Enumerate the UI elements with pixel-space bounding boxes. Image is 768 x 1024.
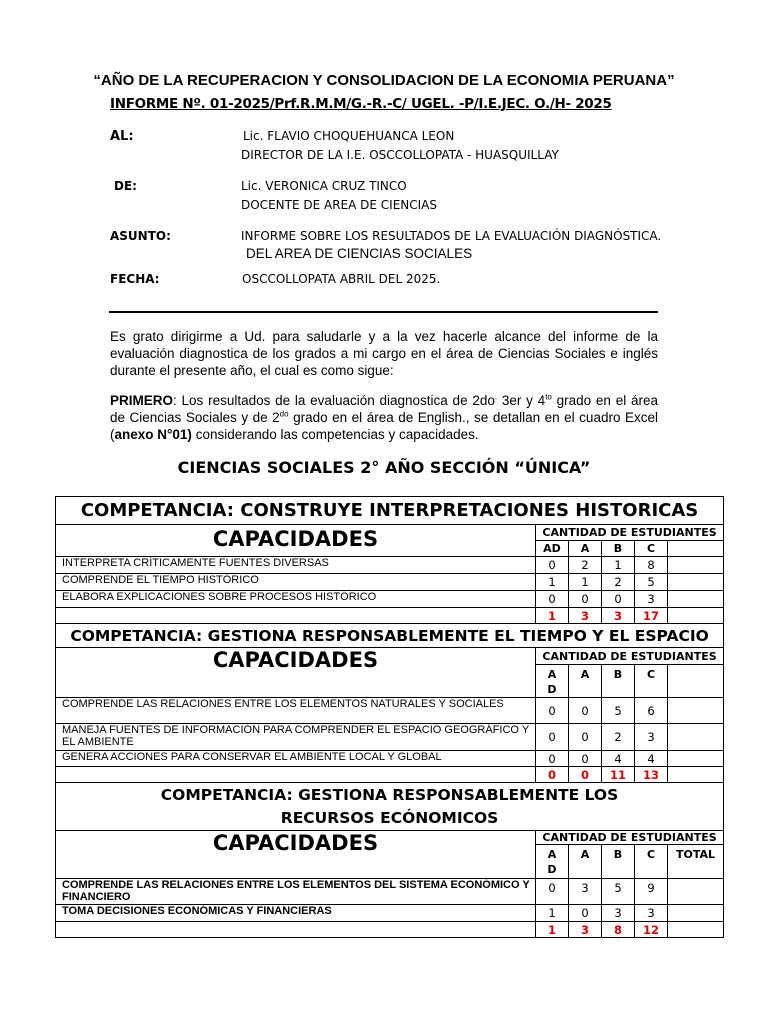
capacidades-header: CAPACIDADES [56,831,536,879]
table-row: MANEJA FUENTES DE INFORMACIÓN PARA COMPRENDER EL ESPACIO GEOGRÁFICO Y EL AMBIENTE 0 0 2 3 [56,724,724,751]
col-empty [668,665,724,698]
totals-row: 1 3 8 12 [56,922,724,938]
fecha-label: FECHA: [110,272,160,286]
col-b: B [602,665,635,698]
asunto-label: ASUNTO: [110,229,171,243]
al-role: DIRECTOR DE LA I.E. OSCCOLLOPATA - HUASQUILLAY [241,148,559,162]
col-a: A [569,845,602,879]
col-ad: AD [536,541,569,557]
col-ad: A D [536,665,569,698]
de-label: DE: [114,179,137,193]
table-row: GENERA ACCIONES PARA CONSERVAR EL AMBIENTE LOCAL Y GLOBAL 0 0 4 4 [56,751,724,767]
col-b: B [602,845,635,879]
primero-label: PRIMERO [110,393,174,408]
de-role: DOCENTE DE AREA DE CIENCIAS [241,198,437,212]
document-title: “AÑO DE LA RECUPERACION Y CONSOLIDACION DE LA ECONOMIA PERUANA” [93,72,675,89]
intro-paragraph: Es grato dirigirme a Ud. para saludarle y a la vez hacerle alcance del informe de la evaluación diagnostica de los grados a mi cargo en el área de Ciencias Sociales e inglés durante el presente año, el cual es como sigue: [110,329,658,378]
competencia-2-title: COMPETANCIA: GESTIONA RESPONSABLEMENTE EL TIEMPO Y EL ESPACIO [56,624,724,648]
de-name: Lic. VERONICA CRUZ TINCO [241,179,407,193]
table-row: COMPRENDE LAS RELACIONES ENTRE LOS ELEMENTOS DEL SISTEMA ECONÓMICO Y FINANCIERO 0 3 5 9 [56,879,724,905]
cantidad-header: CANTIDAD DE ESTUDIANTES [536,831,724,845]
competencia-3-title: COMPETANCIA: GESTIONA RESPONSABLEMENTE LOS RECURSOS ECÓNOMICOS [56,783,724,831]
col-b: B [602,541,635,557]
col-empty [668,541,724,557]
fecha-value: OSCCOLLOPATA ABRIL DEL 2025. [242,272,441,286]
col-a: A [569,665,602,698]
totals-row: 0 0 11 13 [56,767,724,783]
section-title: CIENCIAS SOCIALES 2° AÑO SECCIÓN “ÚNICA” [177,458,591,477]
anexo-reference: anexo N°01) [114,427,192,442]
capacidades-header: CAPACIDADES [56,525,536,557]
table-row: INTERPRETA CRÍTICAMENTE FUENTES DIVERSAS 0 2 1 8 [56,557,724,574]
cantidad-header: CANTIDAD DE ESTUDIANTES [536,648,724,665]
col-total: TOTAL [668,845,724,879]
col-c: C [635,665,668,698]
divider-line [109,311,658,313]
primero-paragraph: PRIMERO: Los resultados de la evaluación diagnostica de 2do. 3er y $4^{to}$ grado en el área de Ciencias Sociales y de $2^{do}$ grado en el área de English., se detallan en el cuadro Excel (anexo N°01) considerando las competencias y capacidades. [110,392,659,442]
al-name: Lic. FLAVIO CHOQUEHUANCA LEON [243,129,455,143]
cantidad-header: CANTIDAD DE ESTUDIANTES [536,525,724,541]
al-label: AL: [110,129,134,144]
results-table [55,496,724,938]
col-ad: A D [536,845,569,879]
table-row: COMPRENDE LAS RELACIONES ENTRE LOS ELEMENTOS NATURALES Y SOCIALES 0 0 5 6 [56,698,724,724]
col-a: A [569,541,602,557]
col-c: C [635,845,668,879]
competencia-1-title: COMPETANCIA: CONSTRUYE INTERPRETACIONES HISTORICAS [56,497,724,525]
totals-row: 1 3 3 17 [56,608,724,624]
table-row: ELABORA EXPLICACIONES SOBRE PROCESOS HISTÓRICO 0 0 0 3 [56,591,724,608]
col-c: C [635,541,668,557]
asunto-line2: DEL AREA DE CIENCIAS SOCIALES [246,246,473,261]
table-row: COMPRENDE EL TIEMPO HISTÓRICO 1 1 2 5 [56,574,724,591]
table-row: TOMA DECISIONES ECONÓMICAS Y FINANCIERAS 1 0 3 3 [56,905,724,922]
asunto-line1: INFORME SOBRE LOS RESULTADOS DE LA EVALUACIÓN DIAGNÓSTICA. [241,229,662,243]
capacidades-header: CAPACIDADES [56,648,536,698]
informe-number: INFORME Nº. 01-2025/Prf.R.M.M/G.-R.-C/ UGEL. -P/I.E.JEC. O./H- 2025 [110,96,612,112]
